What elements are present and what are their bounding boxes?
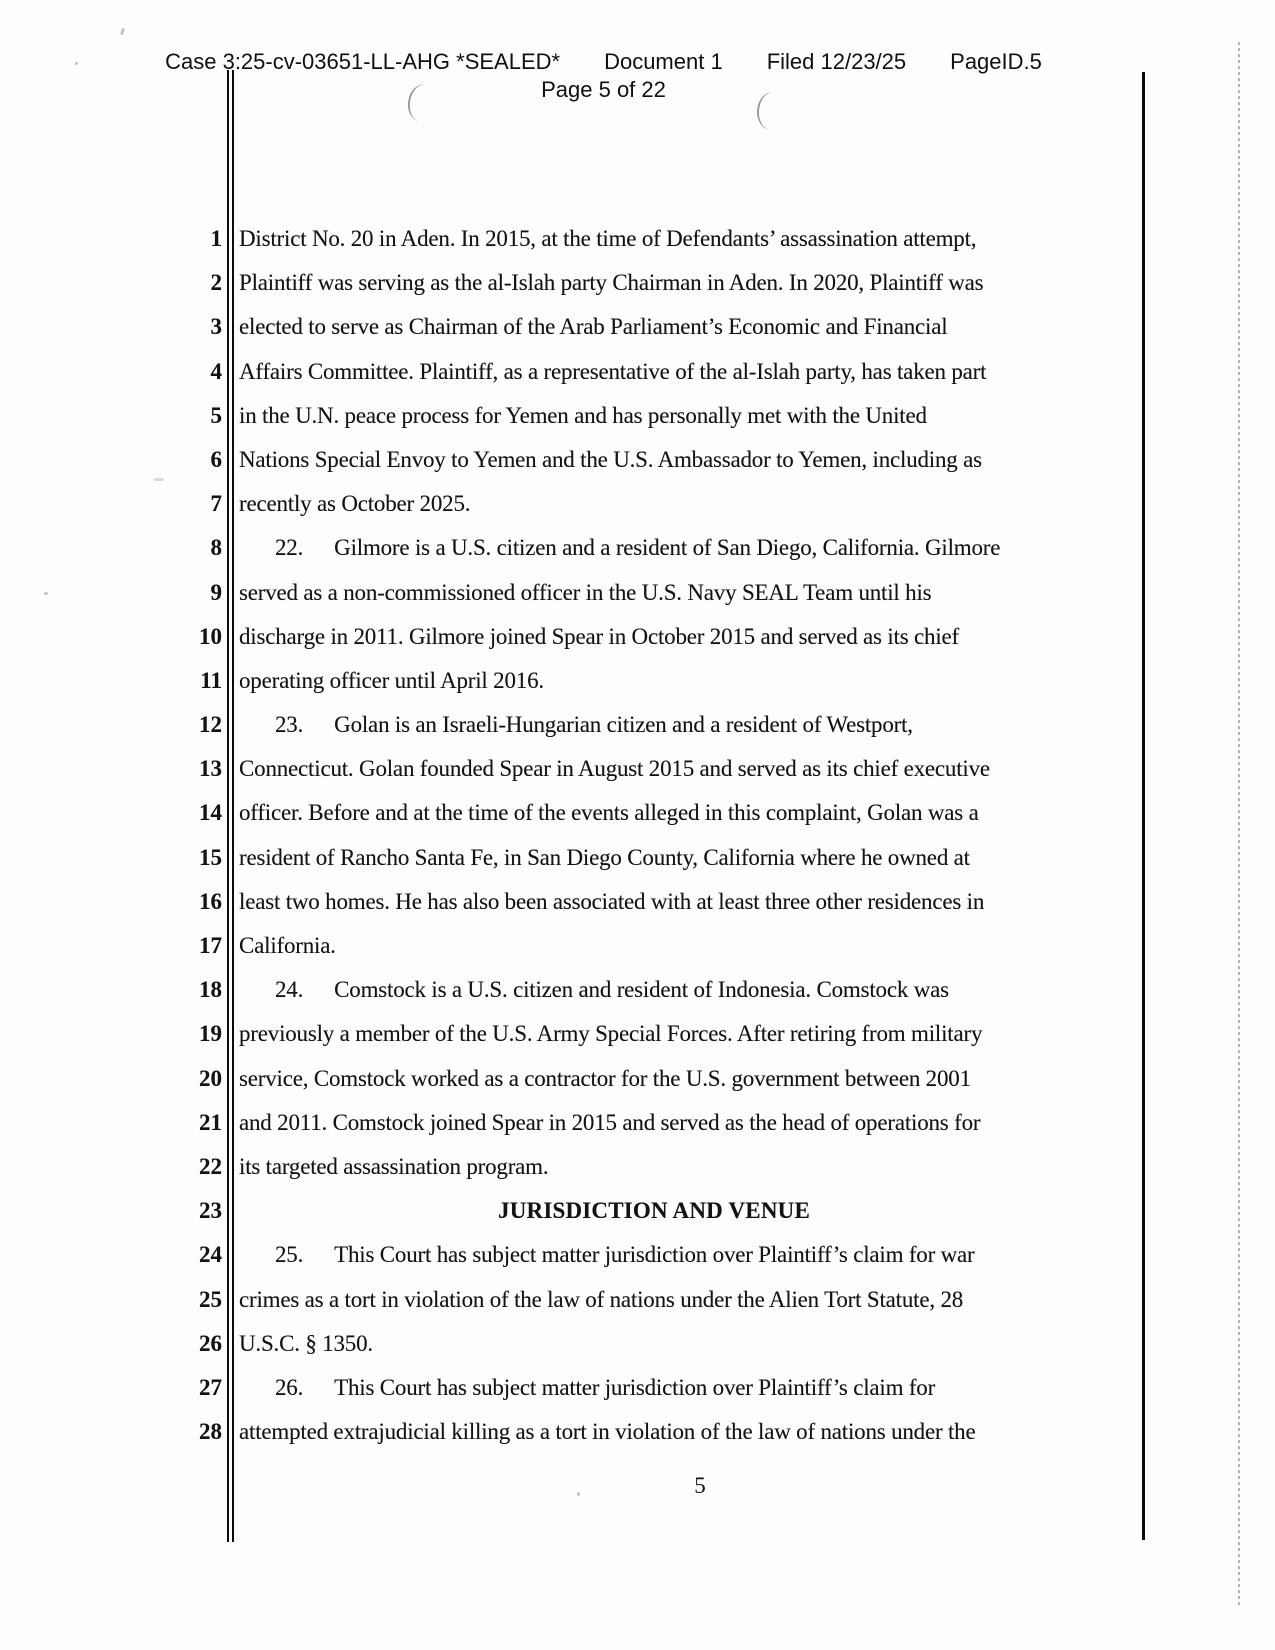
line-text-content: U.S.C. § 1350.	[239, 1330, 373, 1356]
line-number: 25	[199, 1286, 222, 1312]
pleading-line	[0, 615, 1275, 659]
pleading-line	[0, 791, 1275, 835]
line-text	[239, 1145, 548, 1189]
pleading-line	[0, 526, 1275, 570]
line-number: 1	[210, 226, 222, 251]
line-text-content: its targeted assassination program.	[239, 1153, 549, 1179]
line-text-content: Plaintiff was serving as the al-Islah party Chairman in Aden. In 2020, Plaintiff was	[239, 270, 984, 296]
line-text-content: previously a member of the U.S. Army Special Forces. After retiring from military	[239, 1021, 983, 1047]
line-text-content: resident of Rancho Santa Fe, in San Diego County, California where he owned at	[239, 844, 970, 870]
line-text	[239, 615, 959, 659]
page-number: 5	[694, 1473, 706, 1498]
pleading-line	[0, 482, 1275, 526]
pleading-line	[0, 438, 1275, 482]
pleading-line	[0, 571, 1275, 615]
pleading-line	[0, 1322, 1275, 1366]
line-text	[239, 1410, 976, 1454]
pleading-body	[0, 217, 1275, 1454]
line-text-content: recently as October 2025.	[239, 491, 471, 517]
line-text-content: crimes as a tort in violation of the law of nations under the Alien Tort Statute, 28	[239, 1286, 964, 1312]
line-number: 8	[210, 535, 222, 561]
paragraph-number: 24.	[275, 977, 304, 1003]
line-number: 13	[199, 756, 222, 782]
pleading-line	[0, 1012, 1275, 1056]
line-number: 12	[199, 712, 222, 738]
pleading-line	[0, 1057, 1275, 1101]
line-text	[239, 659, 544, 703]
line-text	[239, 968, 949, 1012]
line-text-content: officer. Before and at the time of the events alleged in this complaint, Golan was a	[239, 800, 979, 826]
line-text-content: District No. 20 in Aden. In 2015, at the time of Defendants’ assassination attempt,	[239, 226, 977, 251]
line-text-content: elected to serve as Chairman of the Arab Parliament’s Economic and Financial	[239, 314, 948, 340]
pleading-line	[0, 1366, 1275, 1410]
line-number: 28	[199, 1419, 222, 1445]
line-text-content: Gilmore is a U.S. citizen and a resident of San Diego, California. Gilmore	[334, 535, 1001, 561]
pleading-line	[0, 880, 1275, 924]
filed-date: Filed 12/23/25	[766, 49, 907, 74]
section-heading	[239, 1189, 1069, 1233]
line-text-content: served as a non-commissioned officer in the U.S. Navy SEAL Team until his	[239, 579, 932, 605]
pleading-line	[0, 1101, 1275, 1145]
line-number: 16	[199, 888, 222, 914]
line-text	[239, 791, 979, 835]
line-text	[239, 482, 470, 526]
pleading-line	[0, 836, 1275, 880]
line-number: 26	[199, 1330, 222, 1356]
line-text-content: discharge in 2011. Gilmore joined Spear in October 2015 and served as its chief	[239, 623, 960, 649]
line-text	[239, 1278, 963, 1322]
line-text-content: Golan is an Israeli-Hungarian citizen and a resident of Westport,	[334, 712, 913, 738]
line-text-content: least two homes. He has also been associated with at least three other residences in	[239, 888, 985, 914]
line-number: 27	[199, 1374, 222, 1400]
line-number: 10	[199, 623, 222, 649]
line-number: 21	[199, 1109, 222, 1135]
line-text	[239, 1101, 980, 1145]
page-id: PageID.5	[950, 49, 1042, 74]
line-text	[239, 217, 976, 261]
line-text	[239, 1233, 974, 1277]
paragraph-number: 26.	[275, 1374, 304, 1400]
line-text-content: California.	[239, 933, 336, 958]
line-number: 15	[199, 844, 222, 870]
line-text	[239, 703, 913, 747]
line-number: 24	[199, 1242, 222, 1268]
court-stamp-header	[0, 49, 1275, 103]
line-text	[239, 261, 983, 305]
line-number: 18	[199, 977, 222, 1003]
pleading-line	[0, 1233, 1275, 1277]
line-number: 7	[210, 491, 222, 517]
pleading-line	[0, 217, 1275, 261]
line-text-content: This Court has subject matter jurisdiction over Plaintiff’s claim for	[334, 1374, 936, 1400]
paragraph-number: 23.	[275, 712, 304, 738]
line-text	[239, 526, 1000, 570]
line-text	[239, 571, 931, 615]
line-number: 17	[199, 933, 222, 958]
pleading-line	[0, 350, 1275, 394]
line-number: 14	[199, 800, 222, 826]
line-number: 9	[210, 579, 222, 605]
line-text-content: and 2011. Comstock joined Spear in 2015 and served as the head of operations for	[239, 1109, 981, 1135]
pleading-line	[0, 924, 1275, 968]
line-number: 2	[210, 270, 222, 296]
pleading-line	[0, 394, 1275, 438]
pleading-line	[0, 968, 1275, 1012]
line-text	[239, 836, 970, 880]
line-text	[239, 880, 984, 924]
line-text	[239, 1012, 982, 1056]
pleading-line	[0, 703, 1275, 747]
line-number: 3	[210, 314, 222, 340]
line-text	[239, 1366, 935, 1410]
line-text-content: Connecticut. Golan founded Spear in August 2015 and served as its chief executive	[239, 756, 990, 782]
paragraph-number: 22.	[275, 535, 304, 561]
section-heading-row	[0, 1189, 1275, 1233]
line-text-content: service, Comstock worked as a contractor for the U.S. government between 2001	[239, 1065, 971, 1091]
stamp-page-count: Page 5 of 22	[541, 77, 666, 102]
scan-noise	[75, 62, 78, 65]
pleading-line	[0, 261, 1275, 305]
line-text-content: Affairs Committee. Plaintiff, as a representative of the al-Islah party, has taken part	[239, 358, 987, 384]
line-text	[239, 747, 990, 791]
line-number: 4	[210, 358, 222, 384]
document-number: Document 1	[604, 49, 723, 74]
line-text-content: Comstock is a U.S. citizen and resident of Indonesia. Comstock was	[334, 977, 949, 1003]
line-text-content: JURISDICTION AND VENUE	[498, 1198, 810, 1224]
line-text	[239, 394, 927, 438]
line-number: 19	[199, 1021, 222, 1047]
line-text	[239, 305, 947, 349]
line-text-content: in the U.N. peace process for Yemen and has personally met with the United	[239, 402, 927, 428]
pleading-line	[0, 747, 1275, 791]
line-number: 11	[200, 667, 222, 693]
line-text-content: Nations Special Envoy to Yemen and the U.S. Ambassador to Yemen, including as	[239, 446, 982, 472]
scan-noise	[120, 28, 125, 36]
pleading-line	[0, 305, 1275, 349]
line-text	[239, 1057, 971, 1101]
paragraph-number: 25.	[275, 1242, 304, 1268]
pleading-line	[0, 1278, 1275, 1322]
line-text	[239, 350, 986, 394]
line-number: 5	[210, 402, 222, 428]
pleading-line	[0, 659, 1275, 703]
line-text	[239, 1322, 373, 1366]
line-number: 23	[199, 1198, 222, 1224]
line-number: 6	[210, 446, 222, 472]
line-text-content: operating officer until April 2016.	[239, 667, 544, 693]
line-text-content: This Court has subject matter jurisdiction over Plaintiff’s claim for war	[334, 1242, 975, 1268]
line-number: 22	[199, 1153, 222, 1179]
stamp-line-1	[0, 49, 1241, 75]
case-number: Case 3:25-cv-03651-LL-AHG *SEALED*	[165, 49, 561, 74]
pleading-line	[0, 1410, 1275, 1454]
pleading-line	[0, 1145, 1275, 1189]
line-text	[239, 924, 336, 968]
line-text	[239, 438, 982, 482]
line-number: 20	[199, 1065, 222, 1091]
line-text-content: attempted extrajudicial killing as a tort in violation of the law of nations under the	[239, 1419, 976, 1445]
